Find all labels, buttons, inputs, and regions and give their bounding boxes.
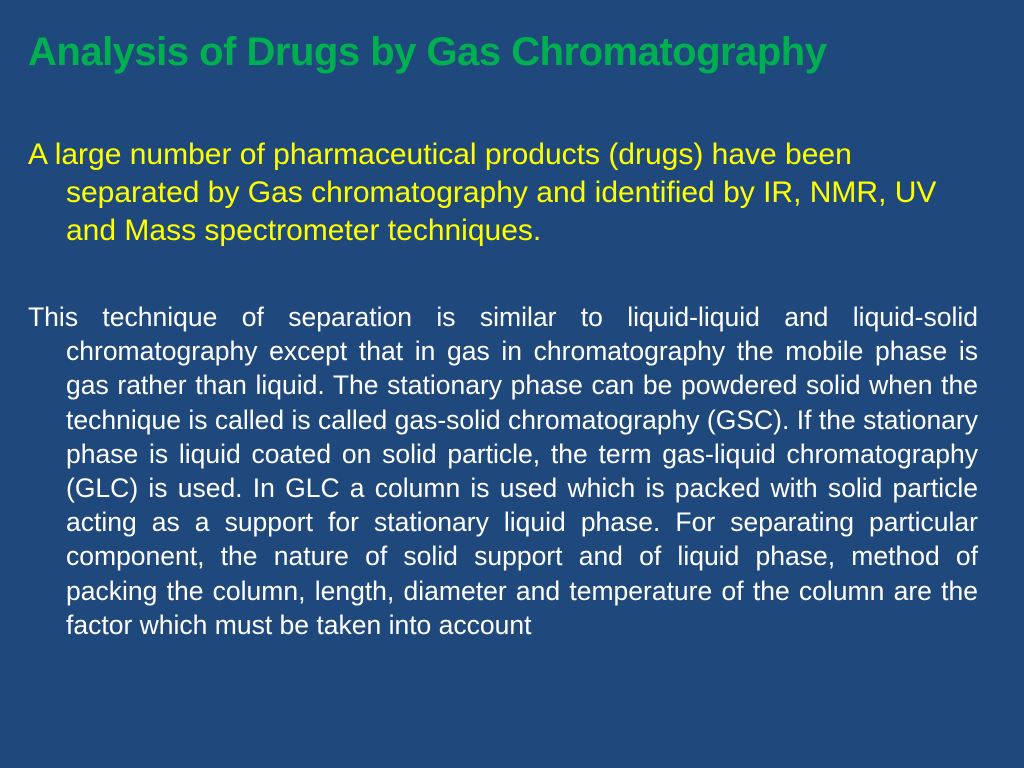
slide-title: Analysis of Drugs by Gas Chromatography [28, 30, 827, 74]
body-paragraph: This technique of separation is similar to liquid-liquid and liquid-solid chromatography except that in gas in chromatography the mobile phase is gas rather than liquid. The stationary phase can be powdered solid when the technique is called is called gas-solid chromatography (GSC). If the stationary phase is liquid coated on solid particle, the term gas-liquid chromatography (GLC) is used. In GLC a column is used which is packed with solid particle acting as a support for stationary liquid phase. For separating particular component, the nature of solid support and of liquid phase, method of packing the column, length, diameter and temperature of the column are the factor which must be taken into account [28, 302, 978, 640]
intro-paragraph: A large number of pharmaceutical products (drugs) have been separated by Gas chromatography and identified by IR, NMR, UV and Mass spectrometer techniques. [28, 138, 937, 247]
